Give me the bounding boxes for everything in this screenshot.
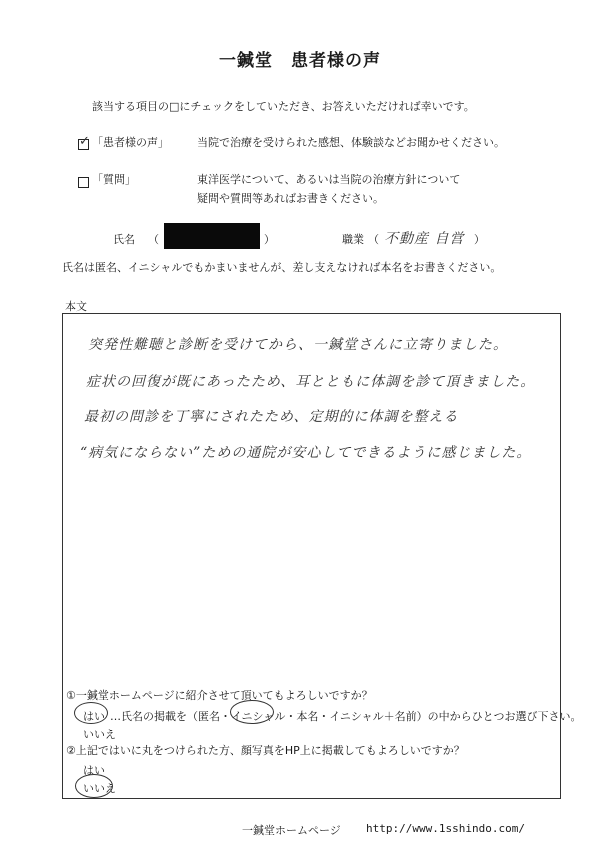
option-question-desc2: 疑問や質問等あればお書きください。 [197,192,384,205]
body-label: 本文 [65,300,87,313]
option-question-checkbox[interactable] [78,172,89,191]
option-question-label: 「質問」 [92,173,136,186]
instructions: 該当する項目の□にチェックをしていただき、お答えいただければ幸いです。 [92,100,475,113]
question-1-yes[interactable]: はい [83,710,105,723]
question-2-no[interactable]: いいえ [83,782,116,795]
circle-mark [74,702,108,724]
body-line-1: 突発性難聴と診断を受けてから、一鍼堂さんに立寄りました。 [88,337,508,353]
option-voice-label: 「患者様の声」 [92,136,169,149]
checkbox-icon [78,134,90,150]
name-note: 氏名は匿名、イニシャルでもかまいませんが、差し支えなければ本名をお書きください。 [62,261,502,274]
name-paren-open: （ [148,233,159,246]
footer-site: 一鍼堂ホームページ [242,824,341,837]
name-paren-close: ） [264,233,275,246]
redacted-name [164,223,260,249]
option-voice-checkbox[interactable] [78,134,89,153]
job-label: 職業 [342,233,364,246]
circle-mark [230,700,274,724]
question-1-detail: …氏名の掲載を（匿名・イニシャル・本名・イニシャル＋名前）の中からひとつお選び下さい。 [110,710,582,723]
question-2: ②上記ではいに丸をつけられた方、顔写真をHP上に掲載してもよろしいですか？ [66,744,465,757]
body-line-2: 症状の回復が既にあったため、耳とともに体調を診て頂きました。 [86,374,536,390]
question-2-yes[interactable]: はい [83,764,105,777]
question-1-no[interactable]: いいえ [83,728,116,741]
footer-url[interactable]: http://www.1sshindo.com/ [366,822,525,835]
job-paren-open: （ [368,233,379,246]
circle-mark [75,774,113,798]
body-line-4: “病気にならない”ための通院が安心してできるように感じました。 [80,445,532,461]
option-question-desc: 東洋医学について、あるいは当院の治療方針について [197,173,461,186]
job-value: 不動産 自営 [384,231,465,247]
checkmark-icon: ✓ [79,134,90,149]
body-line-3: 最初の問診を丁寧にされたため、定期的に体調を整える [84,409,459,425]
option-voice-desc: 当院で治療を受けられた感想、体験談などお聞かせください。 [197,136,505,149]
job-paren-close: ） [474,233,485,246]
checkbox-icon [78,177,89,188]
page-title: 一鍼堂 患者様の声 [219,51,381,71]
question-1: ①一鍼堂ホームページに紹介させて頂いてもよろしいですか？ [66,689,373,702]
name-label: 氏名 [113,233,135,246]
